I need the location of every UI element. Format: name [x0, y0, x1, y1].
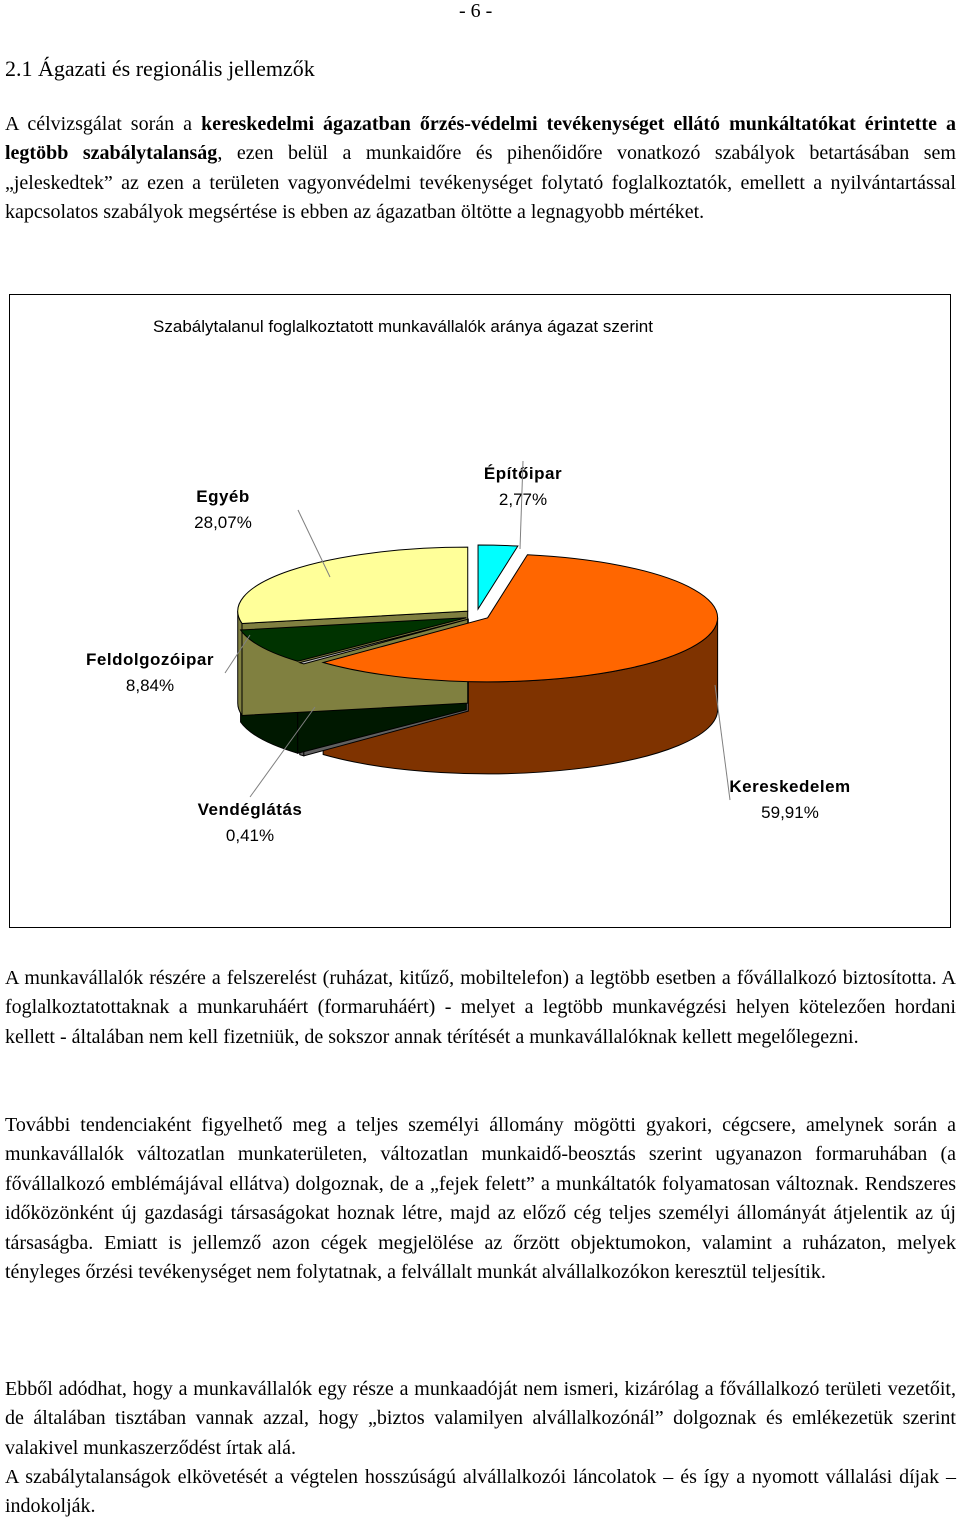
paragraph-intro [5, 110, 956, 228]
intro-text-3: , ezen belül a munkaidőre és pihenőidőre vonatkozó szabályok betartásában sem „jeleskedtek” az ezen a területen vagyonvédelmi tevékenységet folytató foglalkoztatók, emellett a nyilvántartással kapcsolatos szabályok megsértése is ebben az ágazatban öltötte a legnagyobb mértéket. [5, 142, 956, 224]
intro-text-bold: kereskedelmi ágazatban őrzés-védelmi tevékenységet ellátó munkáltatókat érintette a legtöbb szabálytalanság [5, 113, 956, 165]
label-name-vendéglátás: Vendéglátás [197, 800, 303, 819]
label-value-építőipar: 2,77% [498, 490, 548, 509]
paragraph-tendencies: További tendenciaként figyelhető meg a teljes személyi állomány mögötti gyakori, cégcsere, amelynek során a munkavállalók változatlan munkaterületen, változatlan munkaidő-beosztás szerint ugyanazon formaruhában (a fővállalkozó emblémájával ellátva) dolgoznak, de a „fejek felett” a munkáltatók folyamatosan változnak. Rendszeres időközönként új gazdasági társaságokat hoznak létre, majd az előző cég teljes személyi állományát átjelentik az új társaságba. Emiatt is jellemző azon cégek megjelölése az őrzött objektumokon, valamint a ruházaton, melyek tényleges őrzési tevékenységet nem folytatnak, a felvállalt munkát alvállalkozókon keresztül teljesítik. [5, 1114, 956, 1284]
label-name-egyéb: Egyéb [196, 487, 250, 506]
label-name-kereskedelem: Kereskedelem [729, 777, 851, 796]
pie-chart [9, 294, 951, 928]
label-value-feldolgozóipar: 8,84% [125, 676, 175, 695]
page-number: - 6 - [459, 0, 493, 22]
label-value-egyéb: 28,07% [194, 513, 252, 532]
intro-text-1: A célvizsgálat során a [5, 113, 202, 135]
label-value-vendéglátás: 0,41% [225, 826, 275, 845]
label-value-kereskedelem: 59,91% [761, 803, 819, 822]
paragraph-subcontractors: Ebből adódhat, hogy a munkavállalók egy része a munkaadóját nem ismeri, kizárólag a fővállalkozó területi vezetőit, de általában tisztában vannak azzal, hogy „biztos valamilyen alvállalkozónál” dolgoznak és emlékezetük szerint valakivel munkaszerződést írtak alá. [5, 1378, 956, 1459]
section-heading: 2.1 Ágazati és regionális jellemzők [5, 56, 315, 81]
pie-slice-egyéb [238, 547, 468, 623]
chart-title: Szabálytalanul foglalkoztatott munkavállalók aránya ágazat szerint [153, 317, 653, 336]
label-name-feldolgozóipar: Feldolgozóipar [86, 650, 214, 669]
paragraph-equipment: A munkavállalók részére a felszerelést (ruházat, kitűző, mobiltelefon) a legtöbb esetben a fővállalkozó biztosította. A foglalkoztatottaknak a munkaruháért (formaruháért) - melyet a legtöbb munkavégzési helyen kötelezően hordani kellett - általában nem kell fizetniük, de sokszor annak térítését a munkavállalóknak kellett megelőlegezni. [5, 967, 956, 1048]
label-name-építőipar: Építőipar [483, 464, 563, 483]
pie-chart-svg [10, 295, 950, 927]
pie-side-egyéb [238, 611, 242, 715]
leader-line-kereskedelem [715, 685, 730, 800]
paragraph-chains: A szabálytalanságok elkövetését a végtelen hosszúságú alvállalkozói láncolatok – és így a nyomott vállalási díjak – indokolják. [5, 1466, 956, 1518]
